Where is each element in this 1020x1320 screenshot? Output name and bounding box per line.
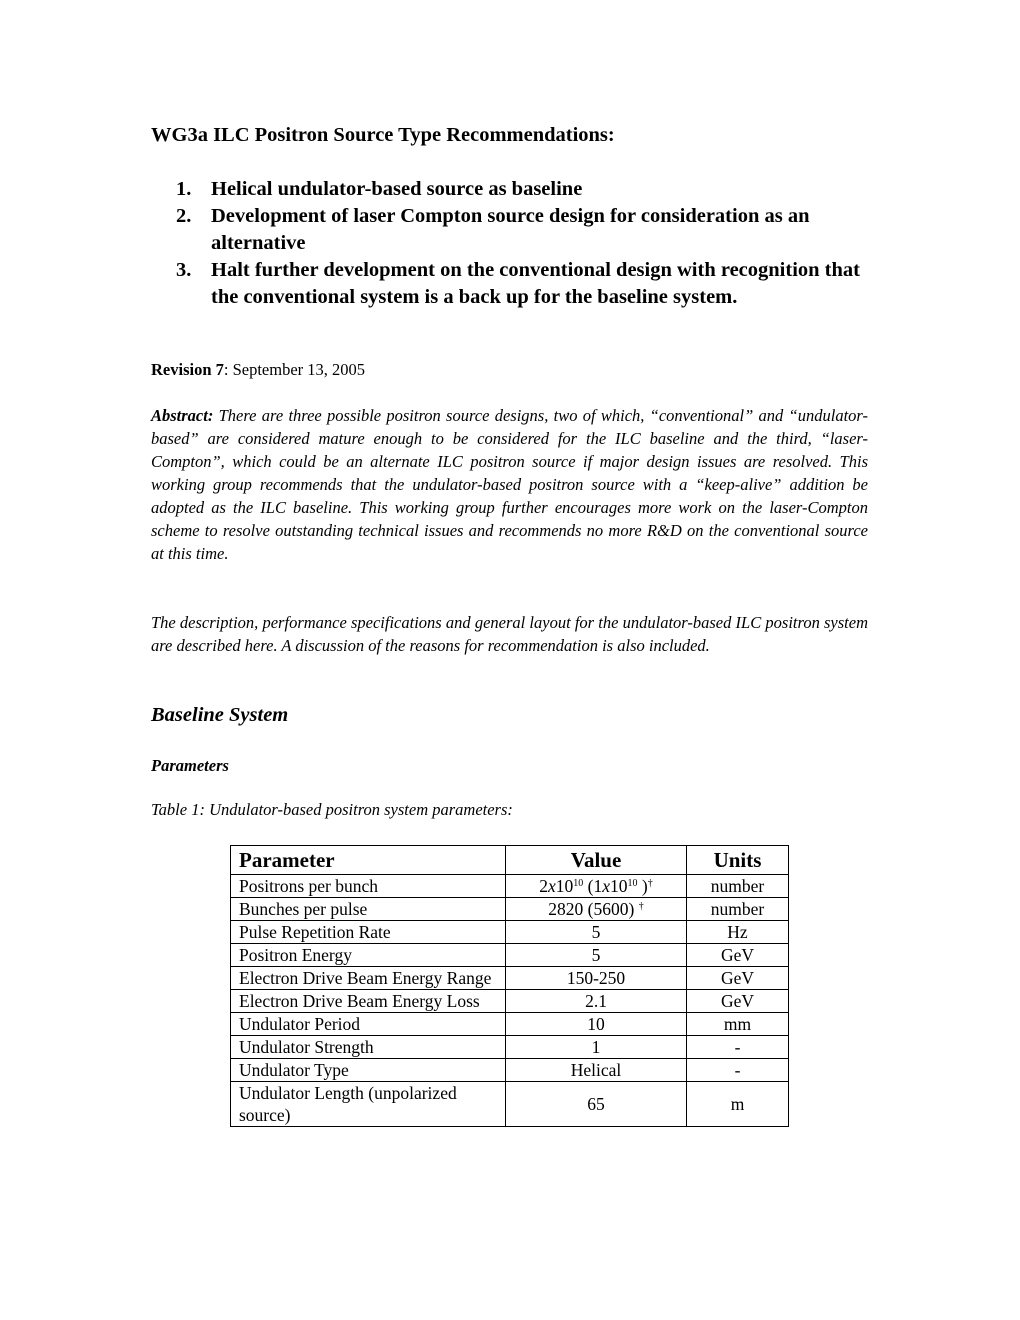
recommendation-number: 1. (176, 178, 192, 200)
dagger-footnote-mark: † (647, 878, 653, 889)
value-part: 10 (610, 876, 628, 896)
cell-parameter: Bunches per pulse (231, 898, 506, 921)
recommendation-text: Helical undulator-based source as baseline (211, 178, 583, 200)
cell-value: Helical (506, 1059, 687, 1082)
cell-parameter: Pulse Repetition Rate (231, 921, 506, 944)
cell-units: Hz (687, 921, 789, 944)
cell-value: 2.1 (506, 990, 687, 1013)
cell-units: m (687, 1082, 789, 1127)
cell-parameter: Positrons per bunch (231, 875, 506, 898)
cell-value: 65 (506, 1082, 687, 1127)
cell-parameter: Electron Drive Beam Energy Range (231, 967, 506, 990)
sub-heading: Parameters (151, 756, 229, 775)
table-row (231, 967, 789, 990)
value-exponent: 10 (573, 878, 584, 889)
header-parameter: Parameter (231, 846, 506, 875)
cell-units: GeV (687, 990, 789, 1013)
cell-value (506, 875, 687, 898)
revision-label: Revision 7 (151, 360, 224, 379)
table-row (231, 990, 789, 1013)
cell-units: number (687, 898, 789, 921)
recommendation-item (151, 257, 871, 311)
cell-value (506, 898, 687, 921)
cell-parameter: Undulator Strength (231, 1036, 506, 1059)
value-part: 2 (539, 876, 549, 896)
cell-parameter: Undulator Type (231, 1059, 506, 1082)
recommendation-item (151, 203, 871, 257)
table-row (231, 1013, 789, 1036)
value-exponent: 10 (627, 878, 638, 889)
cell-value: 150-250 (506, 967, 687, 990)
document-title: WG3a ILC Positron Source Type Recommendations: (151, 124, 615, 146)
header-units: Units (687, 846, 789, 875)
table-row (231, 1059, 789, 1082)
recommendation-text: Development of laser Compton source design for consideration as an alternative (211, 205, 810, 254)
section-heading: Baseline System (151, 704, 289, 726)
table-row (231, 1082, 789, 1127)
cell-value: 5 (506, 921, 687, 944)
description-paragraph: The description, performance specifications and general layout for the undulator-based ILC positron system are described here. A discussion of the reasons for recommendation is also included. (151, 613, 868, 655)
cell-parameter: Positron Energy (231, 944, 506, 967)
table-header-row (231, 846, 789, 875)
cell-value: 1 (506, 1036, 687, 1059)
table-row (231, 921, 789, 944)
dagger-footnote-mark: † (638, 901, 644, 912)
cell-parameter: Electron Drive Beam Energy Loss (231, 990, 506, 1013)
recommendation-text: Halt further development on the conventional design with recognition that the conventional system is a back up for the baseline system. (211, 259, 860, 308)
revision-date: : September 13, 2005 (223, 360, 366, 379)
table-row (231, 944, 789, 967)
cell-units: mm (687, 1013, 789, 1036)
table-row (231, 875, 789, 898)
value-part: (1 (583, 876, 603, 896)
cell-units: GeV (687, 967, 789, 990)
cell-units: number (687, 875, 789, 898)
revision-line (151, 360, 365, 380)
value-part: 2820 (5600) (548, 899, 639, 919)
value-part: x (548, 876, 556, 896)
header-value: Value (506, 846, 687, 875)
cell-units: - (687, 1059, 789, 1082)
value-part: ) (637, 876, 648, 896)
cell-units: GeV (687, 944, 789, 967)
cell-value: 5 (506, 944, 687, 967)
cell-value: 10 (506, 1013, 687, 1036)
parameters-table (230, 845, 789, 1127)
recommendation-number: 2. (176, 205, 192, 227)
cell-parameter: Undulator Length (unpolarized source) (231, 1082, 506, 1127)
table-row (231, 898, 789, 921)
recommendations-list (151, 176, 871, 311)
value-part: 10 (555, 876, 574, 896)
cell-parameter: Undulator Period (231, 1013, 506, 1036)
table-row (231, 1036, 789, 1059)
abstract-label: Abstract: (151, 406, 214, 425)
abstract-text: There are three possible positron source designs, two of which, “conventional” and “undulator-based” are considered mature enough to be considered for the ILC baseline and the third, “laser-Compton”, which could be an alternate ILC positron source if major design issues are resolved. This working group recommends that the undulator-based positron source with a “keep-alive” addition be adopted as the ILC baseline. This working group further encourages more work on the laser-Compton scheme to resolve outstanding technical issues and recommends no more R&D on the conventional source at this time. (151, 406, 868, 563)
cell-units: - (687, 1036, 789, 1059)
recommendation-number: 3. (176, 259, 192, 281)
recommendation-item (151, 176, 871, 203)
value-part: x (602, 876, 611, 896)
table-caption: Table 1: Undulator-based positron system parameters: (151, 800, 513, 819)
abstract-paragraph (151, 404, 868, 565)
